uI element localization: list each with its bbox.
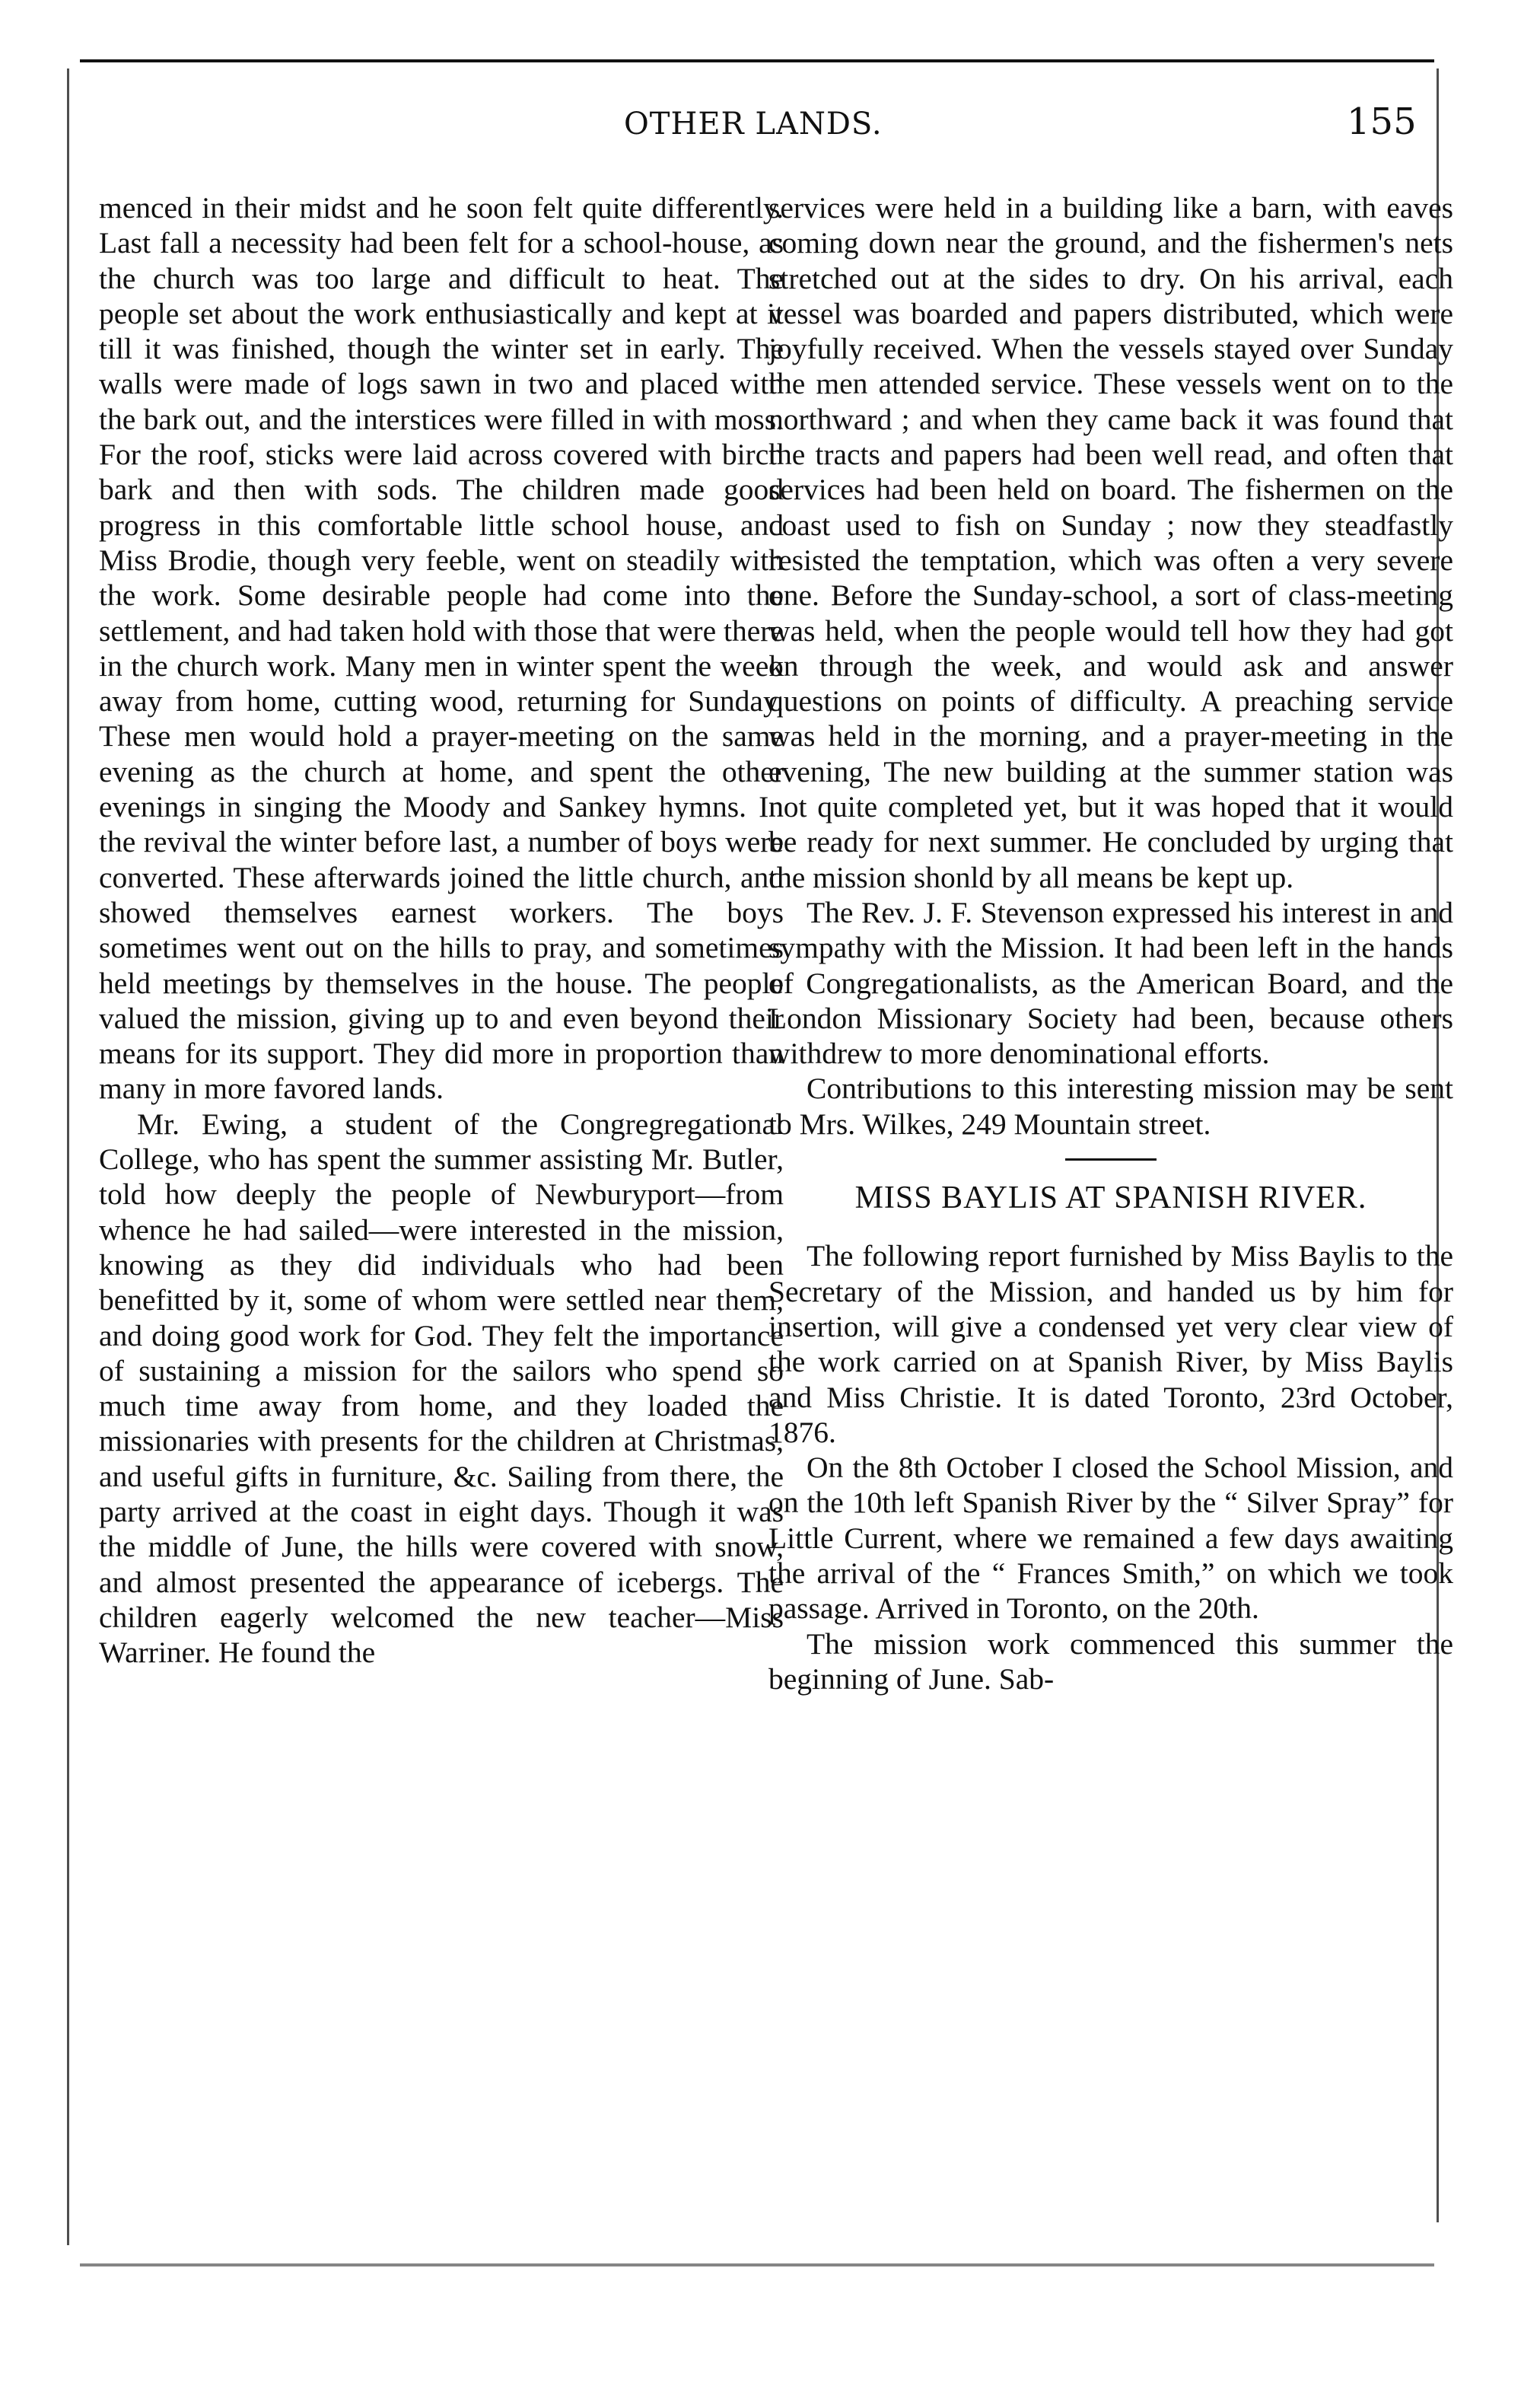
paragraph: The mission work commenced this summer the beginning of June. Sab- bbox=[768, 1626, 1453, 1696]
left-column bbox=[99, 190, 784, 1670]
bottom-rule bbox=[80, 2263, 1434, 2266]
paragraph: services were held in a building like a barn, with eaves coming down near the ground, and the fishermen's nets stretched out at the sides to dry. On his arrival, each vessel was boarded and papers distributed, which were joyfully received. When the vessels stayed over Sunday the men attended service. These vessels went on to the northward ; and when they came back it was found that the tracts and papers had been well read, and often that services had been held on board. The fishermen on the coast used to fish on Sunday ; now they steadfastly resisted the temptation, which was often a very severe one. Before the Sunday-school, a sort of class-meeting was held, when the people would tell how they had got on through the week, and would ask and answer questions on points of difficulty. A preaching service was held in the morning, and a prayer-meeting in the evening, The new building at the summer station was not quite completed yet, but it was hoped that it would be ready for next summer. He concluded by urging that the mission shonld by all means be kept up. bbox=[768, 191, 1453, 894]
left-border bbox=[67, 68, 69, 2245]
paragraph: menced in their midst and he soon felt quite differently. Last fall a necessity had been felt for a school-house, as the church was too large and difficult to heat. The people set about the work enthusiastically and kept at it till it was finished, though the winter set in early. The walls were made of logs sawn in two and placed with the bark out, and the interstices were filled in with moss. For the roof, sticks were laid across covered with birch bark and then with sods. The children made good progress in this comfortable little school house, and Miss Brodie, though very feeble, went on steadily with the work. Some desirable people had come into the settlement, and had taken hold with those that were there in the church work. Many men in winter spent the week away from home, cutting wood, returning for Sunday. These men would hold a prayer-meeting on the same evening as the church at home, and spent the other evenings in singing the Moody and Sankey hymns. In the revival the winter before last, a number of boys were converted. These afterwards joined the little church, and showed themselves earnest workers. The boys sometimes went out on the hills to pray, and sometimes held meetings by themselves in the house. The people valued the mission, giving up to and even beyond their means for its support. They did more in proportion than many in more favored lands. bbox=[99, 191, 784, 1106]
top-rule bbox=[80, 59, 1434, 62]
paragraph: The following report furnished by Miss Baylis to the Secretary of the Mission, and handed us by him for insertion, will give a condensed yet very clear view of the work carried on at Spanish River, by Miss Baylis and Miss Christie. It is dated Toronto, 23rd October, 1876. bbox=[768, 1239, 1453, 1449]
section-divider bbox=[1065, 1158, 1157, 1161]
paragraph: The Rev. J. F. Stevenson expressed his interest in and sympathy with the Mission. It had been left in the hands of Congregationalists, as the American Board, and the London Missionary Society had been, because others withdrew to more denominational efforts. bbox=[768, 895, 1453, 1071]
paragraph: Contributions to this interesting mission may be sent to Mrs. Wilkes, 249 Mountain street. bbox=[768, 1072, 1453, 1141]
paragraph: Mr. Ewing, a student of the Congregregational College, who has spent the summer assisting Mr. Butler, told how deeply the people of Newburyport—from whence he had sailed—were interested in the mission, knowing as they did individuals who had been benefitted by it, some of whom were settled near them, and doing good work for God. They felt the importance of sustaining a mission for the sailors who spend so much time away from home, and they loaded the missionaries with presents for the children at Christmas, and useful gifts in furniture, &c. Sailing from there, the party arrived at the coast in eight days. Though it was the middle of June, the hills were covered with snow, and almost presented the appearance of icebergs. The children eagerly welcomed the new teacher—Miss Warriner. He found the bbox=[99, 1107, 784, 1670]
right-column bbox=[768, 190, 1453, 1696]
page-number: 155 bbox=[1347, 100, 1417, 143]
section-heading: MISS BAYLIS AT SPANISH RIVER. bbox=[854, 1180, 1367, 1216]
paragraph: On the 8th October I closed the School Mission, and on the 10th left Spanish River by the “ Silver Spray” for Little Current, where we remained a few days awaiting the arrival of the “ Frances Smith,” on which we took passage. Arrived in Toronto, on the 20th. bbox=[768, 1451, 1453, 1626]
running-head: OTHER LANDS. bbox=[624, 107, 883, 142]
